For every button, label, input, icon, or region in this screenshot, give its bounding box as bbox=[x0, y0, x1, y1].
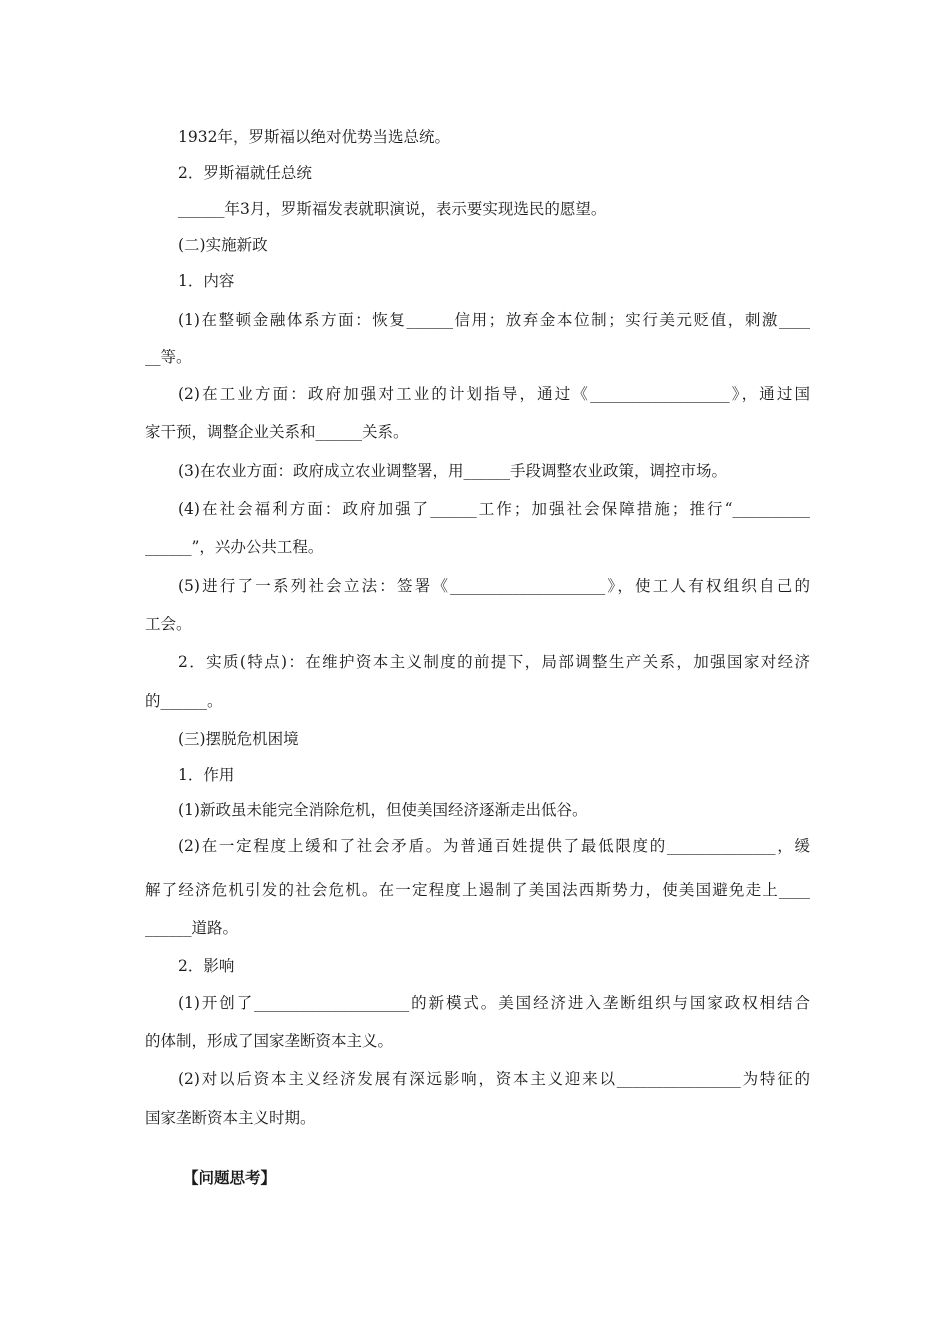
text-line: ______”，兴办公共工程。 bbox=[145, 538, 324, 556]
text-line: __等。 bbox=[145, 348, 192, 366]
text-line: (2)在一定程度上缓和了社会矛盾。为普通百姓提供了最低限度的______________，缓 bbox=[178, 837, 810, 855]
text-line: 2．罗斯福就任总统 bbox=[178, 164, 312, 182]
text-line: (1)在整顿金融体系方面：恢复______信用；放弃金本位制；实行美元贬值，刺激____ bbox=[178, 311, 810, 329]
text-line: 家干预，调整企业关系和______关系。 bbox=[145, 423, 409, 441]
text-line: 的______。 bbox=[145, 692, 223, 710]
text-line: (二)实施新政 bbox=[178, 236, 268, 254]
text-line: 2．实质(特点)：在维护资本主义制度的前提下，局部调整生产关系，加强国家对经济 bbox=[178, 653, 810, 671]
text-line: ______道路。 bbox=[145, 919, 239, 937]
text-line: 的体制，形成了国家垄断资本主义。 bbox=[145, 1032, 394, 1050]
text-line: (5)进行了一系列社会立法：签署《____________________》，使工人有权组织自己的 bbox=[178, 577, 810, 595]
text-line: (4)在社会福利方面：政府加强了______工作；加强社会保障措施；推行“__________ bbox=[178, 500, 810, 518]
text-line: (2)对以后资本主义经济发展有深远影响，资本主义迎来以________________为特征的 bbox=[178, 1070, 810, 1088]
text-line: 2．影响 bbox=[178, 957, 235, 975]
text-line: (三)摆脱危机困境 bbox=[178, 730, 299, 748]
text-line: 1932年，罗斯福以绝对优势当选总统。 bbox=[178, 128, 450, 146]
text-line: ______年3月，罗斯福发表就职演说，表示要实现选民的愿望。 bbox=[178, 200, 607, 218]
text-line: 国家垄断资本主义时期。 bbox=[145, 1109, 316, 1127]
text-line: 1．内容 bbox=[178, 272, 235, 290]
text-line: (1)开创了____________________的新模式。美国经济进入垄断组织与国家政权相结合 bbox=[178, 994, 810, 1012]
text-line: 工会。 bbox=[145, 615, 192, 633]
text-line: 解了经济危机引发的社会危机。在一定程度上遏制了美国法西斯势力，使美国避免走上____ bbox=[145, 881, 810, 899]
text-line: (2)在工业方面：政府加强对工业的计划指导，通过《__________________》，通过国 bbox=[178, 385, 810, 403]
section-heading: 【问题思考】 bbox=[183, 1168, 277, 1187]
text-line: (1)新政虽未能完全消除危机，但使美国经济逐渐走出低谷。 bbox=[178, 801, 588, 819]
text-line: (3)在农业方面：政府成立农业调整署，用______手段调整农业政策，调控市场。 bbox=[178, 462, 727, 480]
text-line: 1．作用 bbox=[178, 766, 235, 784]
